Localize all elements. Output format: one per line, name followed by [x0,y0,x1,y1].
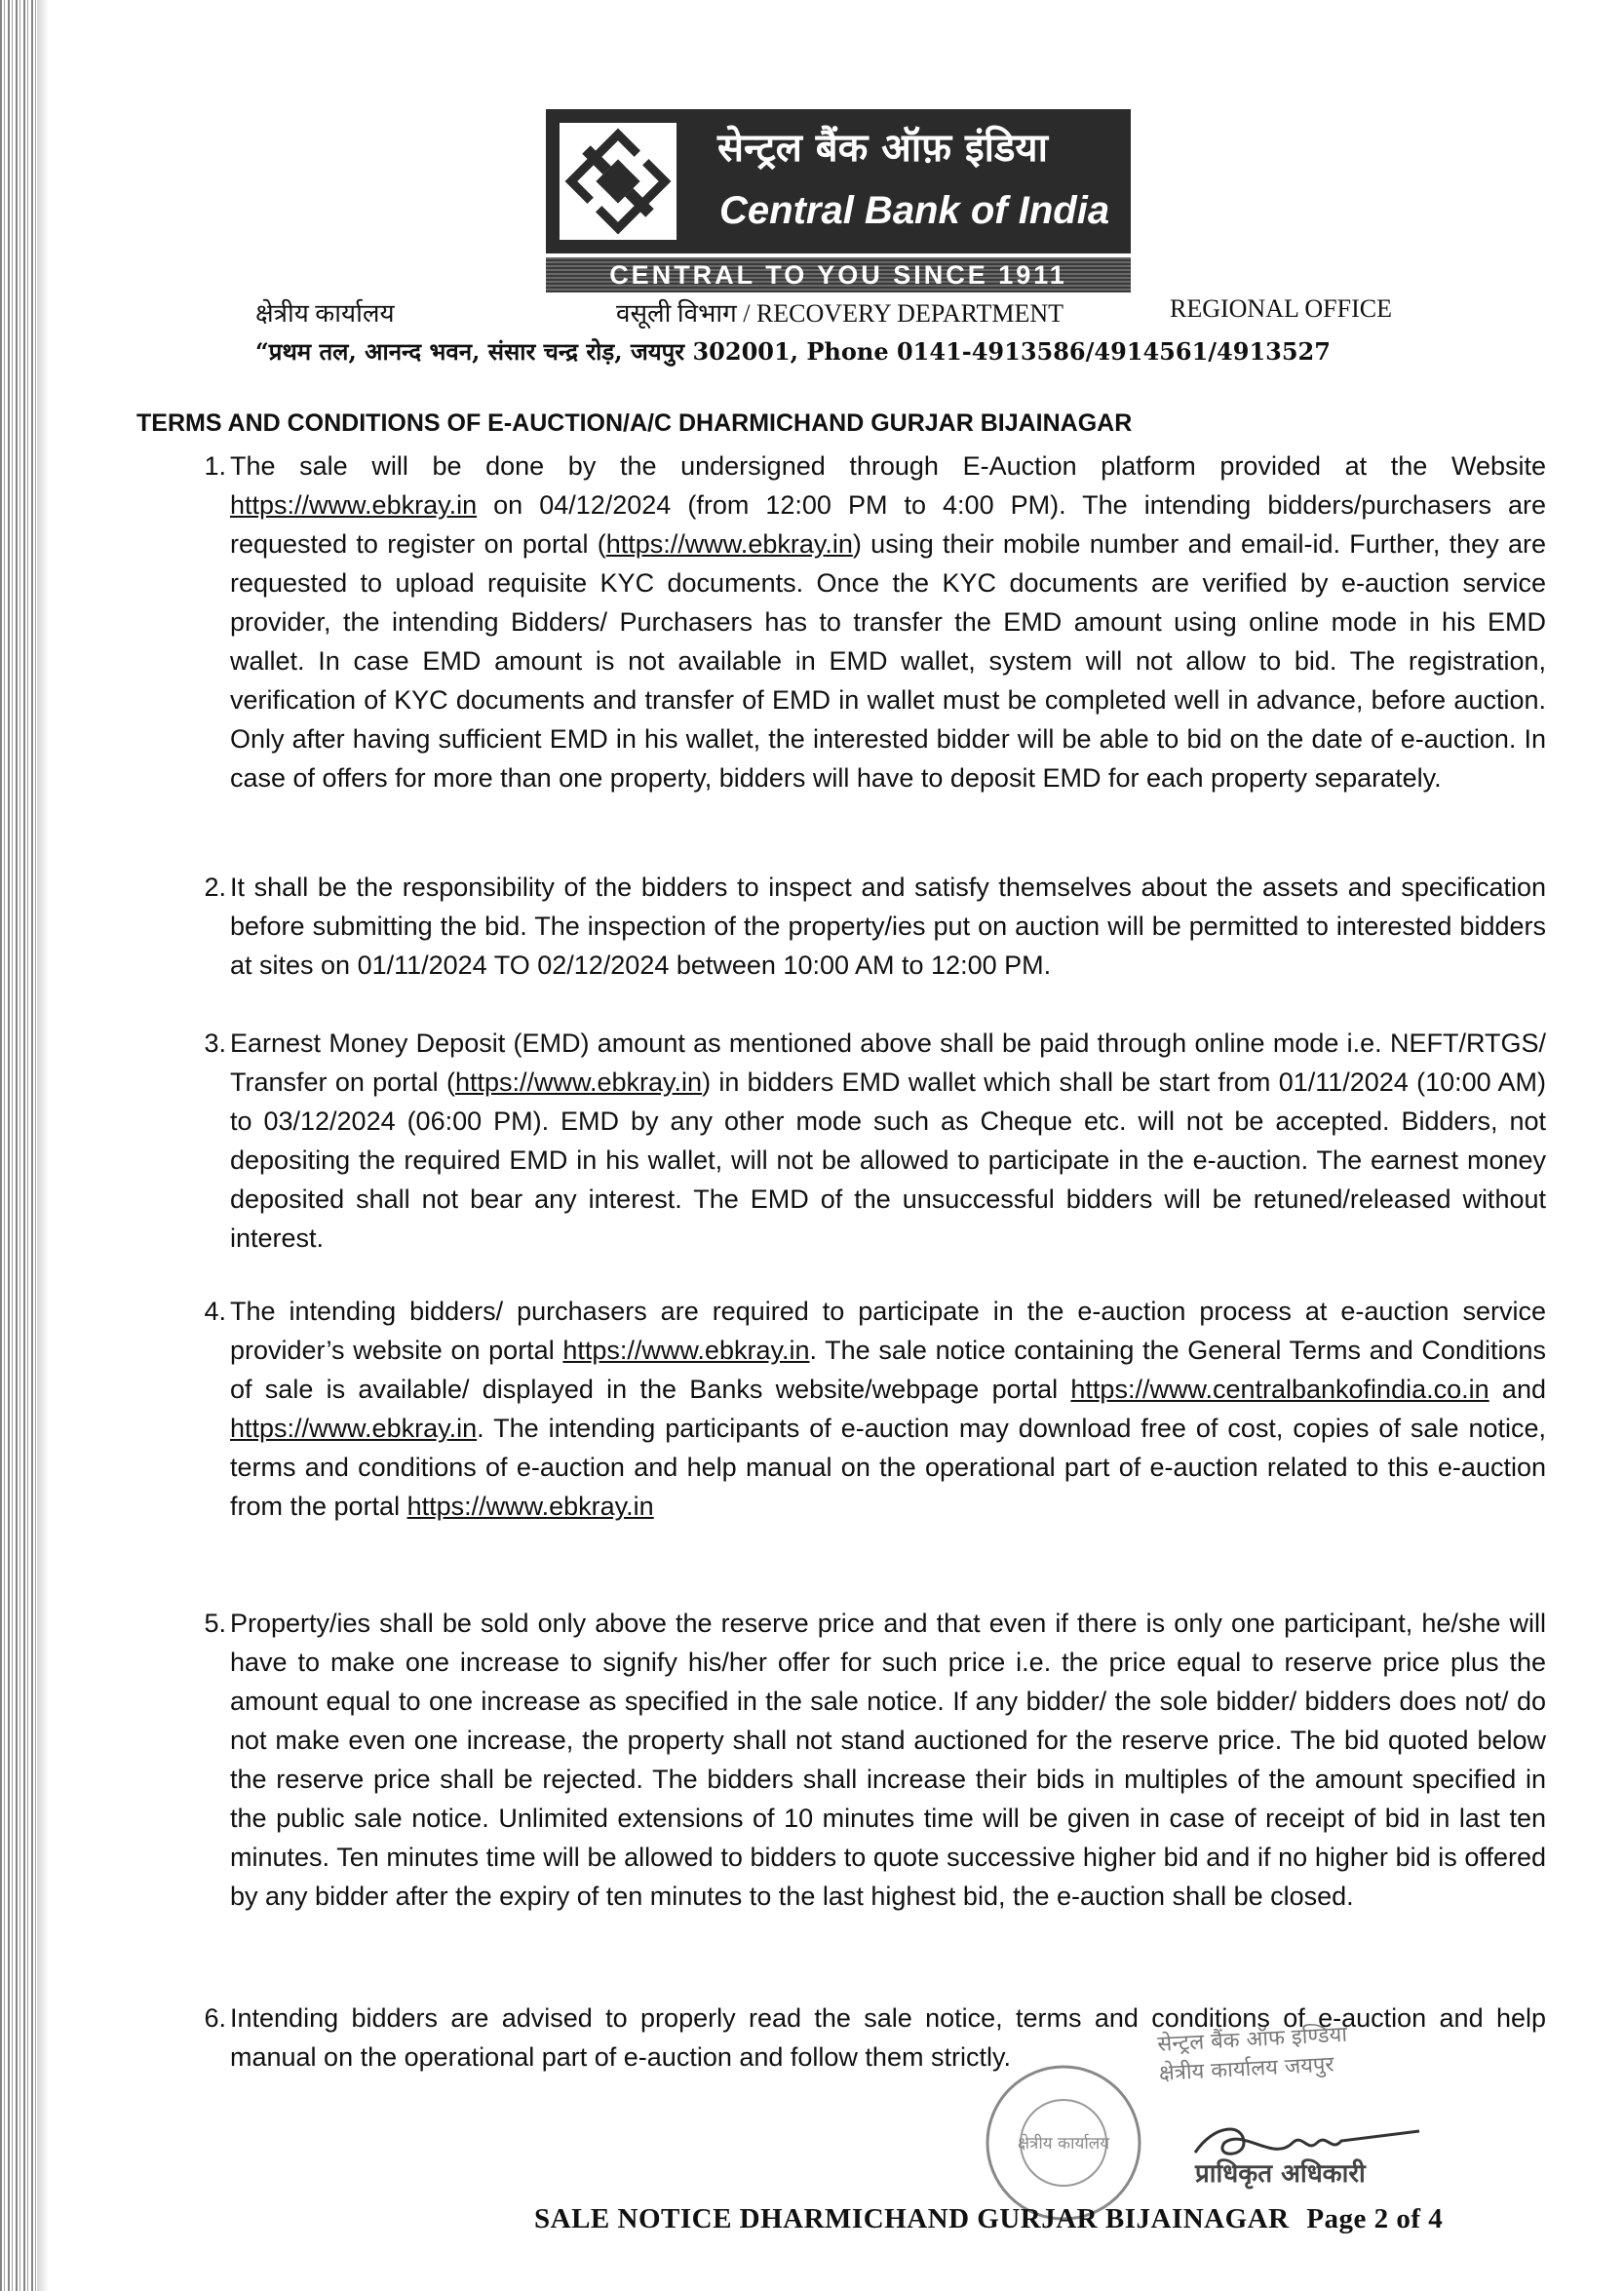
clause-text-part: ) in bidders EMD wallet which shall be start from 01/11/2024 (10:00 AM) to 03/12/2024 (06:00 PM). EMD by any other mode such as Cheque etc. will not be accepted. Bidders, not depositing the required EMD in his wallet, will not be allowed to participate in the e-auction. The earnest money deposited shall not bear any interest. The EMD of the unsuccessful bidders will be retuned/released without interest. [230,1068,1546,1253]
clause-text-part: Intending bidders are advised to properly read the sale notice, terms and conditions of e-auction and help manual on the operational part of e-auction and follow them strictly. [230,2003,1546,2072]
clause-3 [166,1024,1546,1258]
clause-text-part: The intending bidders/ purchasers are required to participate in the e-auction process at e-auction service provider’s website on portal [230,1297,1546,1365]
clause-text-part: Earnest Money Deposit (EMD) amount as mentioned above shall be paid through online mode i.e. NEFT/RTGS/ Transfer on portal ( [230,1029,1546,1097]
clause-text-part: and [1489,1375,1546,1404]
authorised-officer-title: प्राधिकृत अधिकारी [1195,2159,1366,2189]
stamp-line-1: सेन्ट्रल बैंक ऑफ इण्डिया [1156,2022,1348,2057]
clause-text-part: on 04/12/2024 (from 12:00 PM to 4:00 PM). The intending bidders/purchasers are requested to register on portal ( [230,490,1546,559]
clause-text [230,1024,1546,1258]
office-english: REGIONAL OFFICE [1170,294,1392,323]
clause-4 [166,1292,1546,1526]
clause-number: 2. [204,873,226,902]
stamp-line-2: क्षेत्रीय कार्यालय जयपुर [1158,2052,1335,2086]
department-name: वसूली विभाग / RECOVERY DEPARTMENT [616,299,1064,328]
website-link[interactable]: https://www.ebkray.in [605,529,853,559]
clause-text-part: . The intending participants of e-auction may download free of cost, copies of sale notice, terms and conditions of e-auction and help manual on the operational part of e-auction related to this e-auction from the portal [230,1414,1546,1521]
bank-emblem-icon [560,123,677,240]
scan-edge-shadow [37,0,49,2291]
clause-number: 6. [204,2003,226,2033]
clause-number: 3. [204,1029,226,1058]
page-number: Page 2 of 4 [1306,2203,1444,2234]
website-link[interactable]: https://www.ebkray.in [454,1068,703,1097]
clause-number: 1. [204,451,226,481]
clause-text-part: . The sale notice containing the General Terms and Conditions of sale is available/ displayed in the Banks website/webpage portal [230,1336,1546,1404]
office-hindi: क्षेत्रीय कार्यालय [255,299,395,328]
clause-text [230,447,1546,797]
seal-center-text: क्षेत्रीय कार्यालय [1017,2134,1110,2154]
clause-number: 5. [204,1609,226,1638]
clause-1 [166,447,1546,797]
page-footer [534,2203,1452,2235]
website-link[interactable]: https://www.ebkray.in [562,1336,810,1365]
clause-text [230,1292,1546,1526]
website-link[interactable]: https://www.ebkray.in [230,490,478,520]
document-heading: TERMS AND CONDITIONS OF E-AUCTION/A/C DHARMICHAND GURJAR BIJAINAGAR [136,409,1133,437]
logo-panel [546,109,1131,253]
office-line [0,294,1624,333]
clause-text [230,868,1546,985]
footer-title: SALE NOTICE DHARMICHAND GURJAR BIJAINAGAR [534,2203,1290,2234]
office-address: “प्रथम तल, आनन्द भवन, संसार चन्द्र रोड़, जयपुर 302001, Phone 0141-4913586/4914561/4913527 [255,337,1331,366]
scan-edge [0,0,37,2291]
clause-5 [166,1604,1546,1916]
website-link[interactable]: https://www.ebkray.in [406,1492,654,1521]
bank-website-link[interactable]: https://www.centralbankofindia.co.in [1070,1375,1489,1404]
logo-english-name: Central Bank of India [719,189,1110,232]
clause-text-part: Property/ies shall be sold only above the reserve price and that even if there is only one participant, he/she will have to make one increase to signify his/her offer for such price i.e. the price equal to reserve price plus the amount equal to one increase as specified in the sale notice. If any bidder/ the sole bidder/ bidders does not/ do not make even one increase, the property shall not stand auctioned for the reserve price. The bid quoted below the reserve price shall be rejected. The bidders shall increase their bids in multiples of the amount specified in the public sale notice. Unlimited extensions of 10 minutes time will be given in case of receipt of bid in last ten minutes. Ten minutes time will be allowed to bidders to quote successive higher bid and if no higher bid is offered by any bidder after the expiry of ten minutes to the last highest bid, the e-auction shall be closed. [230,1609,1546,1911]
website-link[interactable]: https://www.ebkray.in [230,1414,478,1443]
clause-2 [166,868,1546,985]
round-seal [942,2055,1195,2221]
clause-text-part: ) using their mobile number and email-id. Further, they are requested to upload requisite KYC documents. Once the KYC documents are verified by e-auction service provider, the intending Bidders/ Purchasers has to transfer the EMD amount using online mode in his EMD wallet. In case EMD amount is not available in EMD wallet, system will not allow to bid. The registration, verification of KYC documents and transfer of EMD in wallet must be completed well in advance, before auction. Only after having sufficient EMD in his wallet, the interested bidder will be able to bid on the date of e-auction. In case of offers for more than one property, bidders will have to deposit EMD for each property separately. [230,529,1546,793]
bank-logo [546,109,1131,292]
clause-number: 4. [204,1297,226,1326]
clause-text-part: The sale will be done by the undersigned through E-Auction platform provided at the Website [230,451,1546,481]
clause-text [230,1604,1546,1916]
clause-text-part: It shall be the responsibility of the bidders to inspect and satisfy themselves about the assets and specification before submitting the bid. The inspection of the property/ies put on auction will be permitted to interested bidders at sites on 01/11/2024 TO 02/12/2024 between 10:00 AM to 12:00 PM. [230,873,1546,980]
logo-tagline: CENTRAL TO YOU SINCE 1911 [546,257,1131,292]
logo-hindi-name: सेन्ट्रल बैंक ऑफ़ इंडिया [717,126,1048,171]
